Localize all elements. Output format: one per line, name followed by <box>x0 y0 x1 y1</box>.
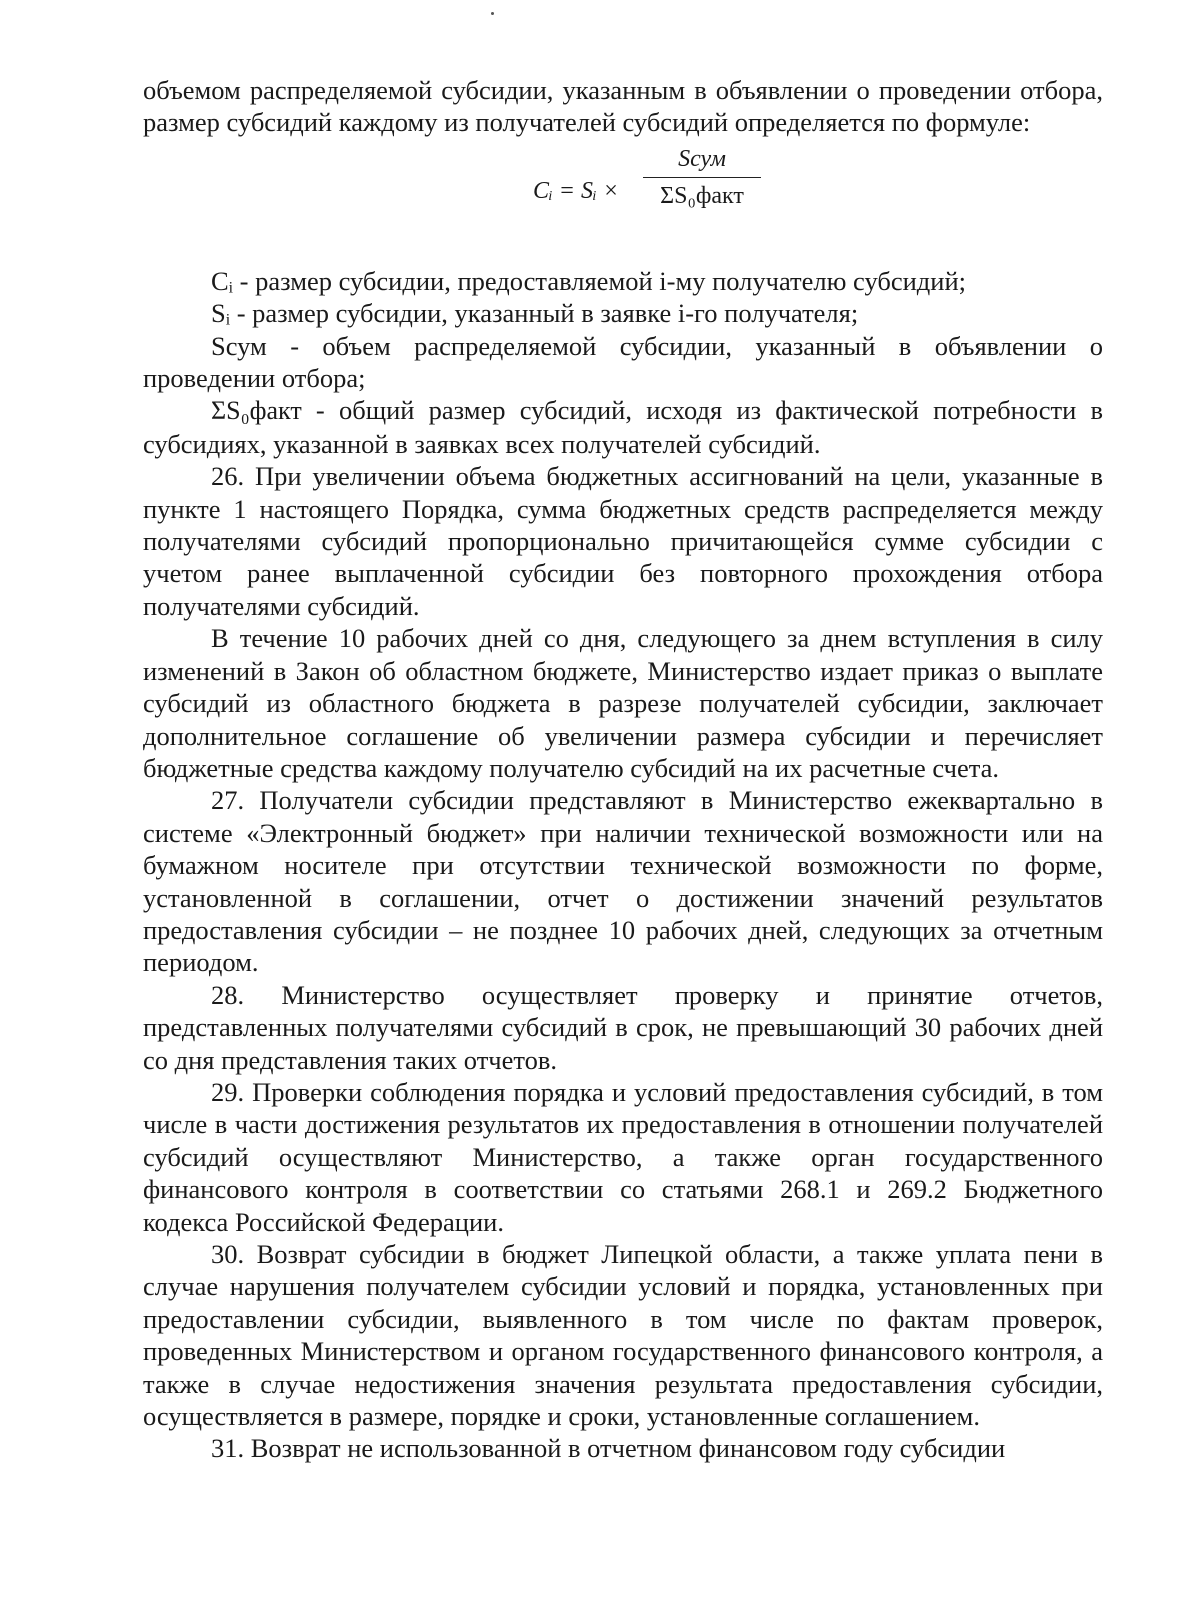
subsidy-formula <box>143 139 1103 265</box>
formula-denominator: ΣS₀факт <box>660 182 744 209</box>
definition-si <box>143 297 1103 329</box>
definition-symbol: Sᵢ <box>211 298 231 329</box>
definition-text: - размер субсидии, указанный в заявке i-го получателя; <box>230 298 859 329</box>
intro-paragraph: объемом распределяемой субсидии, указанным в объявлении о проведении отбора, размер субсидий каждому из получателей субсидий определяется по формуле: <box>143 75 1103 138</box>
definition-symbol: Sсум <box>211 330 267 361</box>
formula-fraction <box>643 145 761 210</box>
definition-text: - размер субсидии, предоставляемой i-му получателю субсидий; <box>233 265 966 296</box>
definition-sum-fact <box>143 394 1103 460</box>
formula-lhs: Cᵢ = Sᵢ × <box>533 177 619 204</box>
document-body <box>143 74 1103 1465</box>
definition-ci <box>143 265 1103 297</box>
formula-numerator: Sсум <box>678 145 726 172</box>
definition-symbol: Cᵢ <box>211 265 234 296</box>
definition-symbol: ΣS₀факт <box>211 396 302 426</box>
paragraph-26: 26. При увеличении объема бюджетных ассигнований на цели, указанные в пункте 1 настоящего Порядка, сумма бюджетных средств распределяется между получателями субсидий пропорционально причитающейся сумме субсидии с учетом ранее выплаченной субсидии без повторного прохождения отбора получателями субсидий. <box>143 461 1103 621</box>
definition-text: - общий размер субсидий, исходя из фактической потребности в субсидиях, указанной в заявках всех получателей субсидий. <box>143 395 1103 459</box>
paragraph-26-continued: В течение 10 рабочих дней со дня, следующего за днем вступления в силу изменений в Закон об областном бюджете, Министерство издает приказ о выплате субсидий из областного бюджета в разрезе получателей субсидии, заключает дополнительное соглашение об увеличении размера субсидии и перечисляет бюджетные средства каждому получателю субсидий на их расчетные счета. <box>143 623 1103 783</box>
paragraph-27: 27. Получатели субсидии представляют в Министерство ежеквартально в системе «Электронный бюджет» при наличии технической возможности или на бумажном носителе при отсутствии технической возможности по форме, установленной в соглашении, отчет о достижении значений результатов предоставления субсидии – не позднее 10 рабочих дней, следующих за отчетным периодом. <box>143 785 1103 978</box>
paragraph-31: 31. Возврат не использованной в отчетном финансовом году субсидии <box>211 1433 1006 1464</box>
scan-artifact-dot <box>491 12 494 15</box>
definition-text: - объем распределяемой субсидии, указанный в объявлении о проведении отбора; <box>143 330 1103 394</box>
paragraph-30: 30. Возврат субсидии в бюджет Липецкой области, а также уплата пени в случае нарушения получателем субсидии условий и порядка, установленных при предоставлении субсидии, выявленного в том числе по фактам проверок, проведенных Министерством и органом государственного финансового контроля, а также в случае недостижения значения результата предоставления субсидии, осуществляется в размере, порядке и сроки, установленные соглашением. <box>143 1239 1103 1432</box>
paragraph-29: 29. Проверки соблюдения порядка и условий предоставления субсидий, в том числе в части достижения результатов их предоставления в отношении получателей субсидий осуществляют Министерство, а также орган государственного финансового контроля в соответствии со статьями 268.1 и 269.2 Бюджетного кодекса Российской Федерации. <box>143 1076 1103 1237</box>
paragraph-28: 28. Министерство осуществляет проверку и принятие отчетов, представленных получателями субсидий в срок, не превышающий 30 рабочих дней со дня представления таких отчетов. <box>143 979 1103 1075</box>
fraction-bar <box>643 177 761 178</box>
definition-ssum <box>143 330 1103 395</box>
